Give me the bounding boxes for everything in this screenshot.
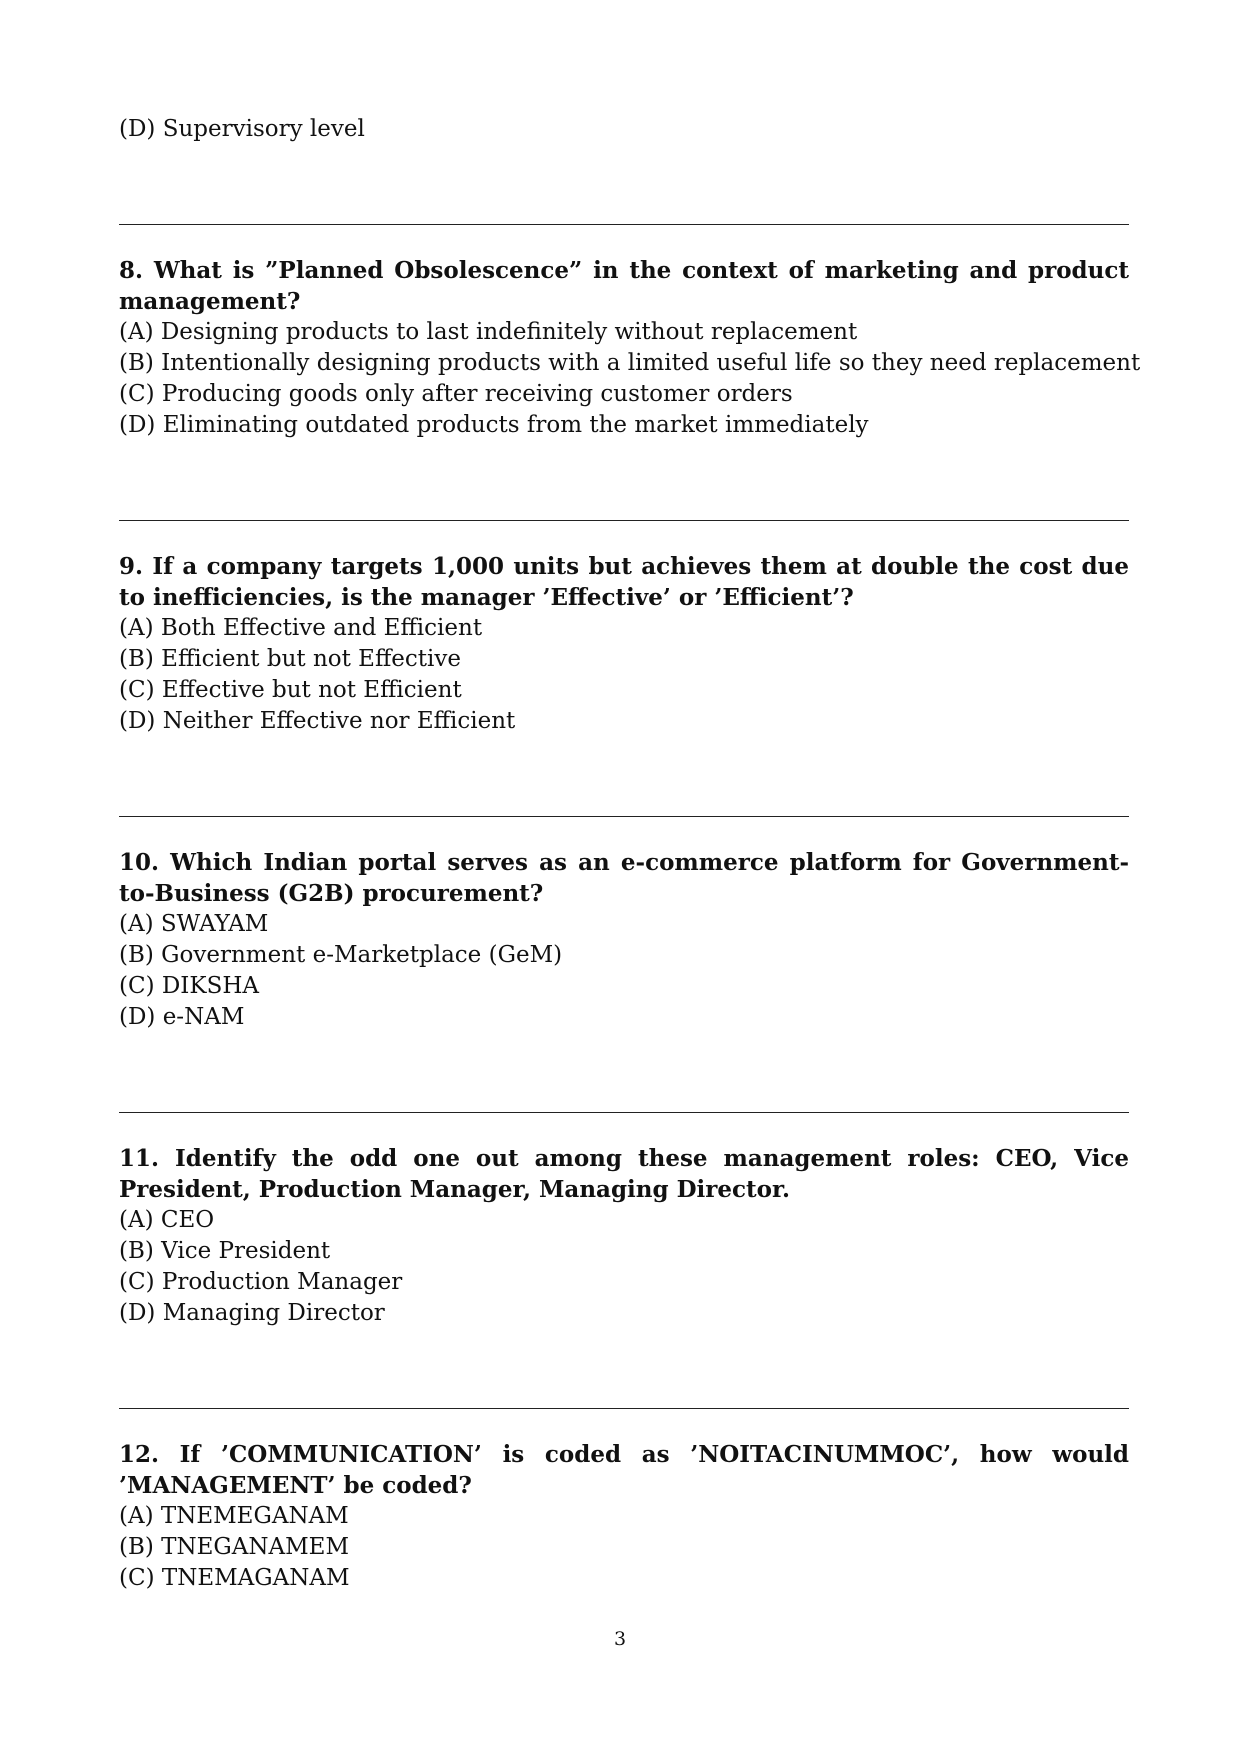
question-text: 10. Which Indian portal serves as an e-commerce platform for Government-to-Business (G2B) procurement? (119, 849, 1129, 907)
answer-option: (D) e-NAM (119, 1004, 245, 1030)
question-block (119, 847, 1129, 1033)
answer-option: (B) Government e-Marketplace (GeM) (119, 942, 563, 968)
question-block (119, 551, 1129, 737)
answer-option: (A) SWAYAM (119, 911, 269, 937)
answer-option: (C) Effective but not Efficient (119, 677, 462, 703)
answer-option: (C) Producing goods only after receiving customer orders (119, 381, 793, 407)
answer-option: (C) Production Manager (119, 1269, 403, 1295)
answer-option: (C) TNEMAGANAM (119, 1565, 350, 1591)
answer-option: (D) Neither Effective nor Efficient (119, 708, 516, 734)
answer-option: (B) TNEGANAMEM (119, 1534, 350, 1560)
answer-option: (D) Managing Director (119, 1300, 385, 1326)
page-number: 3 (613, 1628, 627, 1650)
answer-option: (D) Eliminating outdated products from the market immediately (119, 412, 869, 438)
continued-option: (D) Supervisory level (119, 116, 365, 142)
answer-option: (B) Efficient but not Effective (119, 646, 461, 672)
answer-option: (A) Designing products to last indefinitely without replacement (119, 319, 858, 345)
question-text: 8. What is ”Planned Obsolescence” in the context of marketing and product management? (119, 257, 1129, 315)
answer-option: (B) Intentionally designing products with a limited useful life so they need replacement (119, 350, 1141, 376)
answer-option: (A) CEO (119, 1207, 215, 1233)
question-block (119, 255, 1141, 441)
question-block (119, 1143, 1129, 1329)
answer-option: (A) Both Effective and Efficient (119, 615, 483, 641)
question-text: 9. If a company targets 1,000 units but achieves them at double the cost due to inefficiencies, is the manager ’Effective’ or ’Efficient’? (119, 553, 1129, 611)
question-text: 11. Identify the odd one out among these management roles: CEO, Vice President, Production Manager, Managing Director. (119, 1145, 1129, 1203)
page-content (119, 114, 1141, 1594)
question-block (119, 1439, 1129, 1594)
question-text: 12. If ’COMMUNICATION’ is coded as ’NOITACINUMMOC’, how would ’MANAGEMENT’ be coded? (119, 1441, 1129, 1499)
answer-option: (C) DIKSHA (119, 973, 259, 999)
answer-option: (A) TNEMEGANAM (119, 1503, 349, 1529)
answer-option: (B) Vice President (119, 1238, 331, 1264)
